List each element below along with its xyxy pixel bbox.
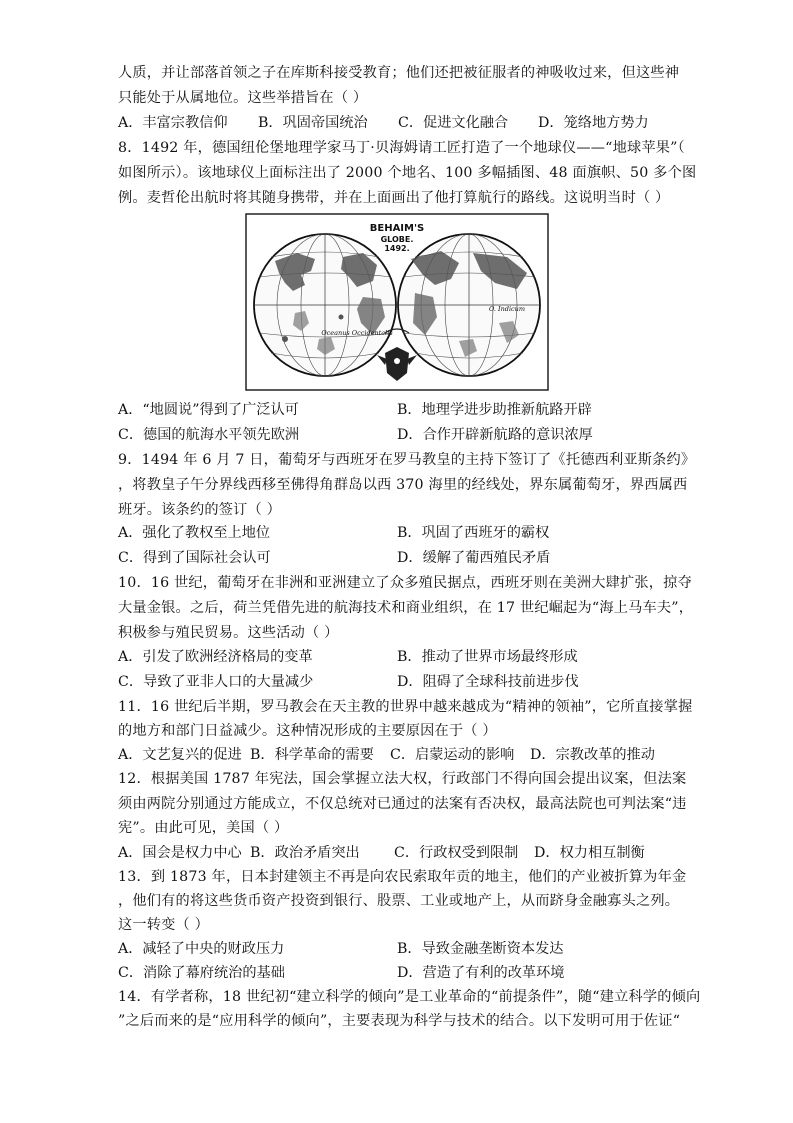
q12-line-1: 12．根据美国 1787 年宪法，国会掌握立法大权，行政部门不得向国会提出议案，但法案 — [118, 771, 687, 787]
q12-line-2: 须由两院分别通过方能成立，不仅总统对已通过的法案有否决权，最高法院也可判法案“违 — [118, 796, 687, 812]
q11-options — [118, 744, 678, 766]
q12-option-d[interactable]: D．权力相互制衡 — [534, 845, 645, 861]
q14-line-1: 14．有学者称，18 世纪初“建立科学的倾向”是工业革命的“前提条件”，随“建立科学的倾向 — [118, 989, 701, 1005]
q13-line-3: 这一转变（ ） — [118, 917, 210, 933]
q10-line-3: 积极参与殖民贸易。这些活动（ ） — [118, 625, 339, 641]
q8-line-2: 如图所示）。该地球仪上面标注出了 2000 个地名、100 多幅插图、48 面旗帜、50 多个图 — [118, 165, 697, 181]
q11-option-a[interactable]: A．文艺复兴的促进 — [118, 747, 242, 763]
q14-line-2: ”之后而来的是“应用科学的倾向”，主要表现为科学与技术的结合。以下发明可用于佐证“ — [118, 1013, 681, 1029]
q13-option-c[interactable]: C．消除了幕府统治的基础 — [118, 965, 285, 981]
q9-option-a[interactable]: A．强化了教权至上地位 — [118, 525, 271, 541]
q12-options — [118, 842, 678, 864]
q13-option-b[interactable]: B．导致金融垄断资本发达 — [397, 941, 564, 957]
q11-option-d[interactable]: D．宗教改革的推动 — [530, 747, 655, 763]
q11-line-1: 11．16 世纪后半期，罗马教会在天主教的世界中越来越成为“精神的领袖”，它所直接掌握 — [118, 699, 693, 715]
q12-option-a[interactable]: A．国会是权力中心 — [118, 845, 242, 861]
q8-line-3: 例。麦哲伦出航时将其随身携带，并在上面画出了他打算航行的路线。这说明当时（ ） — [118, 190, 670, 206]
q10-option-a[interactable]: A．引发了欧洲经济格局的变革 — [118, 649, 313, 665]
q13-line-1: 13．到 1873 年，日本封建领主不再是向农民索取年贡的地主，他们的产业被折算为年金 — [118, 869, 687, 885]
q10-option-d[interactable]: D．阻碍了全球科技前进步伐 — [397, 674, 579, 690]
figure-title-1: BEHAIM'S — [369, 223, 425, 234]
q11-option-c[interactable]: C．启蒙运动的影响 — [390, 747, 515, 763]
q9-line-3: 班牙。该条约的签订（ ） — [118, 502, 281, 518]
q10-option-b[interactable]: B．推动了世界市场最终形成 — [397, 649, 578, 665]
q9-line-2: ，将教皇子午分界线西移至佛得角群岛以西 370 海里的经线处，界东属葡萄牙，界西属西 — [118, 477, 688, 493]
q13-option-d[interactable]: D．营造了有利的改革环境 — [397, 965, 565, 981]
q8-option-b[interactable]: B．地理学进步助推新航路开辟 — [397, 402, 592, 418]
q11-option-b[interactable]: B．科学革命的需要 — [250, 747, 374, 763]
left-hemisphere — [254, 234, 396, 376]
q13-option-a[interactable]: A．减轻了中央的财政压力 — [118, 941, 285, 957]
q8-option-c[interactable]: C．德国的航海水平领先欧洲 — [118, 427, 300, 443]
q9-option-d[interactable]: D．缓解了葡西殖民矛盾 — [397, 550, 551, 566]
q12-option-b[interactable]: B．政治矛盾突出 — [250, 845, 360, 861]
q8-option-a[interactable]: A．“地圆说”得到了广泛认可 — [118, 402, 299, 418]
q11-line-2: 的地方和部门日益减少。这种情况形成的主要原因在于（ ） — [118, 723, 497, 739]
q7-option-a[interactable]: A．丰富宗教信仰 — [118, 115, 228, 131]
q10-option-c[interactable]: C．导致了亚非人口的大量减少 — [118, 674, 314, 690]
q10-line-2: 大量金银。之后，荷兰凭借先进的航海技术和商业组织，在 17 世纪崛起为“海上马车夫”， — [118, 600, 694, 616]
q9-line-1: 9．1494 年 6 月 7 日，葡萄牙与西班牙在罗马教皇的主持下签订了《托德西利亚斯条约》 — [118, 452, 696, 468]
q7-option-d[interactable]: D．笼络地方势力 — [538, 115, 649, 131]
q9-option-c[interactable]: C．得到了国际社会认可 — [118, 550, 271, 566]
q8-line-1: 8．1492 年，德国纽伦堡地理学家马丁·贝海姆请工匠打造了一个地球仪——“地球苹果”（ — [118, 140, 685, 156]
q12-line-3: 宪”。由此可见，美国（ ） — [118, 820, 289, 836]
q12-option-c[interactable]: C．行政权受到限制 — [394, 845, 519, 861]
q13-line-2: ，他们有的将这些货币资产投资到银行、股票、工业或地产上，从而跻身金融寡头之列。 — [118, 893, 680, 909]
globe-illustration — [245, 213, 549, 391]
label-oceanus-occidentalis: Oceanus Occidentalis — [321, 329, 393, 337]
q7-options — [118, 112, 678, 134]
figure-title-2: GLOBE. — [380, 235, 414, 244]
q7-line-1: 人质，并让部落首领之子在库斯科接受教育；他们还把被征服者的神吸收过来，但这些神 — [118, 65, 680, 81]
q7-option-b[interactable]: B．巩固帝国统治 — [258, 115, 368, 131]
label-o-indicum: O. Indicum — [488, 305, 526, 313]
figure-title-3: 1492. — [384, 244, 410, 253]
behaim-globe-figure — [245, 213, 549, 391]
q8-option-d[interactable]: D．合作开辟新航路的意识浓厚 — [397, 427, 593, 443]
q9-option-b[interactable]: B．巩固了西班牙的霸权 — [397, 525, 550, 541]
q7-line-2: 只能处于从属地位。这些举措旨在（ ） — [118, 90, 368, 106]
q10-line-1: 10．16 世纪，葡萄牙在非洲和亚洲建立了众多殖民据点，西班牙则在美洲大肆扩张，掠夺 — [118, 575, 692, 591]
q7-option-c[interactable]: C．促进文化融合 — [398, 115, 509, 131]
